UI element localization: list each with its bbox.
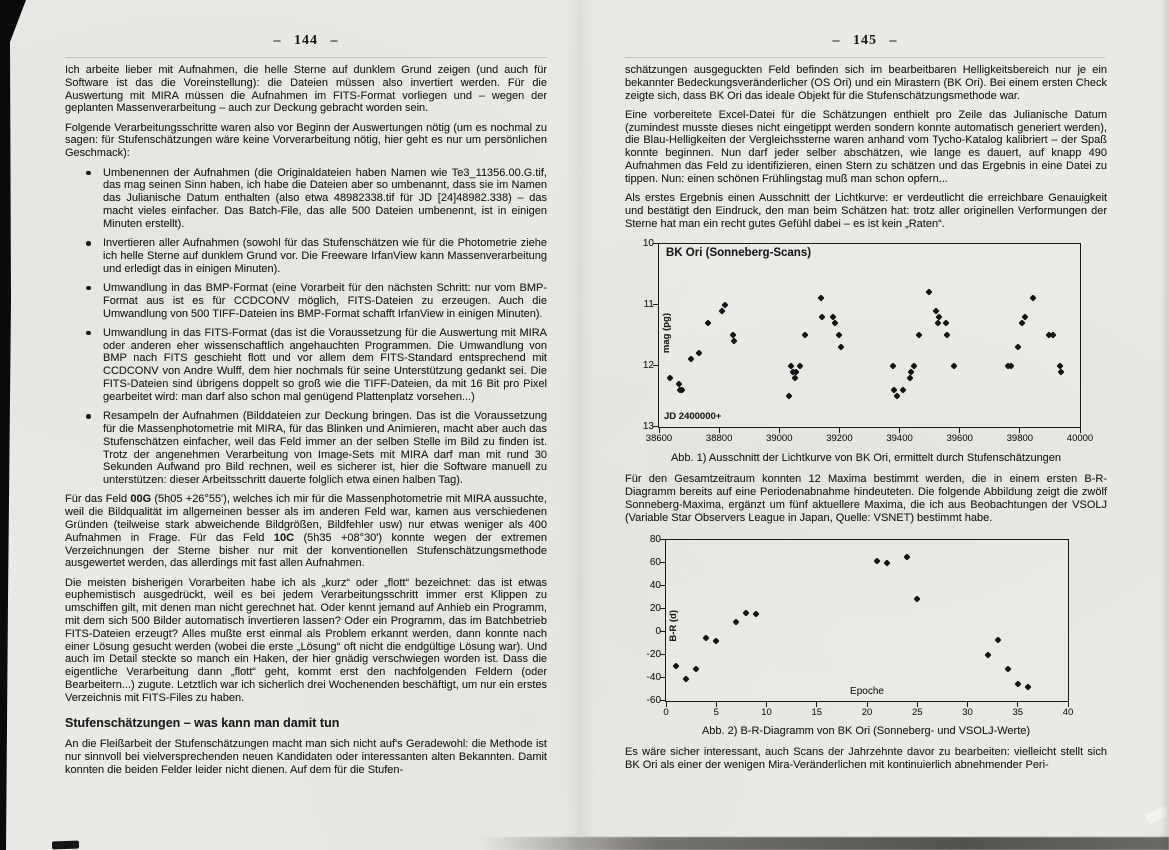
data-point: [926, 289, 933, 296]
data-point: [951, 362, 958, 369]
data-point: [1049, 332, 1056, 339]
y-axis-tick-label: 11: [643, 298, 654, 310]
y-axis-tick-label: 40: [649, 579, 661, 591]
y-axis-tick-label: 12: [642, 359, 654, 371]
data-point: [874, 558, 881, 565]
data-point: [819, 313, 826, 320]
paragraph: Als erstes Ergebnis einen Ausschnitt der Lichtkurve: er verdeutlicht die erreichbare Genauigkeit und bestätigt den Eindruck, den man beim Schätzen hat: trotz aller originellen Verformungen der Sterne hat man ein recht gutes Gefühl dabei – es ist kein „Raten“.: [625, 192, 1107, 230]
data-point: [900, 386, 907, 393]
data-point: [683, 675, 690, 682]
paragraph: Folgende Verarbeitungsschritte waren also vor Beginn der Auswertungen nötig (um es nochmal zu sagen: für Stufenschätzungen wäre keine Vorverarbeitung nötig, hier geht es nur um persönlichen Geschmack):: [65, 121, 547, 160]
data-point: [705, 319, 712, 326]
data-point: [695, 350, 702, 357]
page-number-left: – 144 –: [273, 33, 339, 48]
data-point: [994, 636, 1001, 643]
scan-edge-right: [1159, 0, 1169, 850]
data-point: [1057, 368, 1064, 375]
x-axis-tick-label: 25: [911, 706, 923, 718]
paragraph: schätzungen ausgeguckten Feld befinden sich im bearbeitbaren Helligkeitsbereich nur je ein bekannter Bedeckungsveränderlicher (OS Ori) und ein Mirastern (BK Ori). Bei einem ersten Check zeigte sich, dass BK Ori das ideale Objekt für die Stufenschätzungsmethode war.: [625, 64, 1107, 102]
scan-edge-bottom: [480, 837, 1169, 850]
bullet-item: Invertieren aller Aufnahmen (sowohl für das Stufenschätzen wie für die Photometrie ziehe ich helle Sterne auf dunklem Grund vor. Die Freeware IrfanView kann Massenverarbeitung und erledigt das in einigen Minuten).: [65, 237, 547, 275]
x-axis-label: Epoche: [850, 685, 884, 697]
bullet-item: Umbenennen der Aufnahmen (die Originaldateien haben Namen wie Te3_11356.00.G.tif, das mag seinen Sinn haben, ich habe die Dateien aber so umbenannt, dass sie im Namen das Julianische Datum enthalten (also etwa 48982338.tif für JD [24]48982.338) – das macht vieles einfacher. Das Batch-File, das alle 500 Dateien umbenennt, ist in einigen Minuten erstellt).: [65, 167, 547, 231]
x-axis-tick-label: 30: [962, 706, 973, 718]
page-gutter-shadow: [565, 0, 595, 850]
data-point: [802, 332, 809, 339]
x-axis-tick-label: 40000: [1066, 432, 1094, 444]
data-point: [797, 362, 804, 369]
data-point: [679, 386, 686, 393]
data-point: [889, 362, 896, 369]
bullet-item: Umwandlung in das BMP-Format (eine Vorarbeit für den nächsten Schritt: nur vom BMP-Format aus ist es für CCDCONV möglich, FITS-Dateien zu erzeugen. Auch die Umwandlung von 500 TIFF-Dateien ins BMP-Format schafft IrfanView in einigen Minuten).: [65, 282, 547, 320]
paragraph: Es wäre sicher interessant, auch Scans der Jahrzehnte davor zu bearbeiten: vielleicht stellt sich BK Ori als einer der wenigen Mira-Veränderlichen mit kontinuierlich abnehmender Peri-: [625, 746, 1107, 772]
data-point: [836, 332, 843, 339]
data-point: [703, 635, 710, 642]
x-axis-tick-label: 39800: [1006, 432, 1034, 444]
paragraph: Eine vorbereitete Excel-Datei für die Schätzungen enthielt pro Zeile das Julianische Datum (zumindest musste dieses nicht eingetippt werden sondern konnte automatisch generiert werden), die Blau-Helligkeiten der Vergleichssterne waren anhand vom Tycho-Katalog kalibriert – der Spaß konnte beginnen. Nun darf jeder selber abschätzen, wie lange es dauert, auf knapp 490 Aufnahmen das Feld zu identifizieren, einen Stern zu schätzen und das Ergebnis in eine Datei zu tippen. Nun: einen schönen Frühlingstag muß man schon opfern...: [625, 108, 1107, 185]
x-axis-tick-label: 0: [663, 706, 669, 718]
y-axis-tick-label: 80: [649, 533, 661, 545]
data-point: [733, 619, 740, 626]
data-point: [687, 356, 694, 363]
data-point: [893, 393, 900, 400]
y-axis-tick-label: 20: [649, 602, 661, 614]
x-axis-tick-label: 39000: [766, 432, 793, 444]
data-point: [730, 338, 737, 345]
data-point: [1008, 362, 1015, 369]
x-axis-tick-label: 39200: [826, 432, 853, 444]
y-axis-label: B-R (d): [668, 610, 679, 643]
x-axis-tick-label: 5: [713, 706, 719, 718]
paragraph: Die meisten bisherigen Vorarbeiten habe ich als „kurz“ oder „flott“ bezeichnet: das ist etwas euphemistisch ausgedrückt, weil es bei jedem Verarbeitungsschritt immer erst Klippen zu umschiffen gilt, mit denen man nicht gerechnet hat. Oder kennt jemand auf Anhieb ein Programm, mit dem sich 500 Bilder automatisch invertieren lassen? Oder ein Programm, das im Batchbetrieb FITS-Dateien erzeugt? Alles mußte erst einmal als Problem erkannt werden, dann konnte nach einer Lösung gesucht werden (wobei die erste „Lösung“ oft nicht die endgültige Lösung war). Und auch im Detail steckte so manch ein Haken, der hier gnädig verschwiegen worden ist. Dass die eigentliche Verarbeitung dann „flott“ geht, kommt erst den nachfolgenden Feldern (oder Bearbeitern...) zugute. Letztlich war ich sicherlich drei Wochenenden beschäftigt, um nur ein erstes Verzeichnis mit FITS-Files zu haben.: [65, 576, 547, 704]
bullet-dot: [86, 241, 91, 246]
y-axis-label: mag (pg): [661, 313, 672, 354]
figure-caption: Abb. 2) B-R-Diagramm von BK Ori (Sonneberg- und VSOLJ-Werte): [701, 724, 1031, 737]
data-point: [915, 332, 922, 339]
x-axis-tick-label: 10: [761, 706, 772, 718]
y-axis-tick-label: -20: [646, 648, 661, 660]
bullet-dot: [86, 286, 91, 291]
paragraph: Für das Feld 00G (5h05 +26°55'), welches ich mir für die Massenphotometrie mit MIRA aussuchte, weil die Bildqualität im allgemeinen besser als im anderen Feld war, kamen aus verschiedenen Gründen (teilweise stark abweichende Bildgrößen, Bildfehler usw) nur etwas weniger als 400 Aufnahmen in Frage. Für das Feld 10C (5h35 +08°30') konnte wegen der extremen Verzeichnungen der Sterne bisher nur mit der konventionellen Stufenschätzungsmethode ausgewertet werden, das allerdings mit fast allen Aufnahmen.: [65, 493, 547, 570]
section-heading: Stufenschätzungen – was kann man damit tun: [65, 715, 340, 730]
x-axis-tick-label: 39400: [886, 432, 913, 444]
data-point: [753, 611, 760, 618]
bullet-dot: [86, 331, 91, 336]
plot-area: [642, 237, 1094, 444]
data-point: [904, 553, 911, 560]
x-axis-tick-label: 35: [1012, 706, 1024, 718]
page-145-body: [625, 64, 1107, 778]
x-axis-tick-label: 15: [811, 706, 823, 718]
data-point: [666, 374, 673, 381]
x-axis-tick-label: 40: [1062, 706, 1074, 718]
data-point: [831, 319, 838, 326]
data-point: [693, 666, 700, 673]
data-point: [1015, 344, 1022, 351]
data-point: [713, 637, 720, 644]
paragraph: An die Fleißarbeit der Stufenschätzungen macht man sich nicht auf's Geradewohl: die Methode ist nur sinnvoll bei vielversprechenden neuen Kandidaten oder interessanten alten Bekannten. Damit konnten die beiden Felder leider nicht dienen. Auf dem für die Stufen-: [65, 738, 547, 777]
paragraph: Ich arbeite lieber mit Aufnahmen, die helle Sterne auf dunklem Grund zeigen (und auch für Software ist das die Voreinstellung): die Dateien müssen also invertiert werden. Für die Auswertung mit MIRA müssen die Aufnahmen im FITS-Format vorliegen und – wegen der geplanten Massenverarbeitung – auch zur Deckung gebracht worden sein.: [65, 64, 547, 115]
y-axis-tick-label: -40: [646, 671, 661, 683]
data-point: [1014, 681, 1021, 688]
header-rule-right: [625, 57, 1105, 58]
header-rule-left: [65, 57, 547, 58]
x-axis-tick-label: 38600: [645, 432, 673, 444]
page-number-right: – 145 –: [832, 33, 898, 48]
x-axis-tick-label: 20: [861, 706, 873, 718]
data-point: [884, 559, 891, 566]
paragraph: Für den Gesamtzeitraum konnten 12 Maxima bestimmt werden, die in einem ersten B-R-Diagramm bereits auf eine Periodenabnahme hindeuteten. Die folgende Abbildung zeigt die zwölf Sonneberg-Maxima, ergänzt um fünf aktuellere Maxima, die ich aus Beobachtungen der VSOLJ (Variable Star Observers League in Japan, Quelle: VSNET) bestimmt habe.: [625, 473, 1107, 524]
page-144-body: [65, 64, 547, 783]
y-axis-tick-label: 13: [642, 420, 654, 432]
x-axis-tick-label: 39600: [946, 432, 973, 444]
data-point: [837, 344, 844, 351]
y-axis-tick-label: 10: [642, 237, 654, 249]
data-point: [1024, 683, 1031, 690]
x-axis-tick-label: 38800: [705, 432, 733, 444]
data-point: [788, 362, 795, 369]
data-point: [817, 295, 824, 302]
data-point: [1030, 295, 1037, 302]
y-axis-tick-label: 60: [649, 556, 661, 568]
data-point: [743, 610, 750, 617]
data-point: [673, 663, 680, 670]
lightcurve-bk-ori-chart: [625, 237, 1107, 448]
scan-smudge: [52, 841, 79, 850]
data-point: [943, 319, 950, 326]
data-point: [785, 393, 792, 400]
bullet-dot: [86, 171, 91, 176]
bullet-item: Resampeln der Aufnahmen (Bilddateien zur Deckung bringen. Das ist die Voraussetzung für die Massenphotometrie mit MIRA, für das Blinken und Animieren, macht aber auch das Stufenschätzen einfacher, weil das Feld immer an der selben Stelle im Bild zu finden ist. Trotz der angenehmen Verarbeitung von Image-Sets mit MIRA darf man mit rund 30 Sekunden Aufwand pro Bild rechnen, weil es sicherer ist, hier die Software manuell zu unterstützen: dieser Arbeitsschritt dauerte folglich etwa einen halben Tag).: [65, 410, 547, 487]
bullet-dot: [86, 414, 91, 419]
axis-offset-label: JD 2400000+: [664, 410, 722, 422]
scan-edge-left: [0, 0, 28, 850]
br-diagram-bk-ori-chart: [625, 535, 1107, 721]
y-axis-tick-label: 0: [655, 625, 661, 637]
data-point: [984, 651, 991, 658]
y-axis-tick-label: -60: [646, 694, 661, 706]
chart-title: BK Ori (Sonneberg-Scans): [666, 246, 812, 259]
bullet-item: Umwandlung in das FITS-Format (das ist die Voraussetzung für die Auswertung mit MIRA oder anderen eher wissenschaftlich angehauchten Programmen. Die Umwandlung von BMP nach FITS geschieht flott und vor allem dem FITS-Standard entsprechend mit CCDCONV von Andre Wulff, dem hier nochmals für seine Unterstützung gedankt sei. Die FITS-Dateien sind übrigens doppelt so groß wie die TIFF-Dateien, da mit 16 Bit pro Pixel gearbeitet wird: man darf also schon mal genügend Plattenplatz vorsehen...): [65, 327, 547, 404]
data-point: [1004, 666, 1011, 673]
data-point: [944, 332, 951, 339]
figure-caption: Abb. 1) Ausschnitt der Lichtkurve von BK Ori, ermittelt durch Stufenschätzungen: [670, 451, 1062, 464]
plot-area: [646, 533, 1074, 718]
data-point: [914, 596, 921, 603]
